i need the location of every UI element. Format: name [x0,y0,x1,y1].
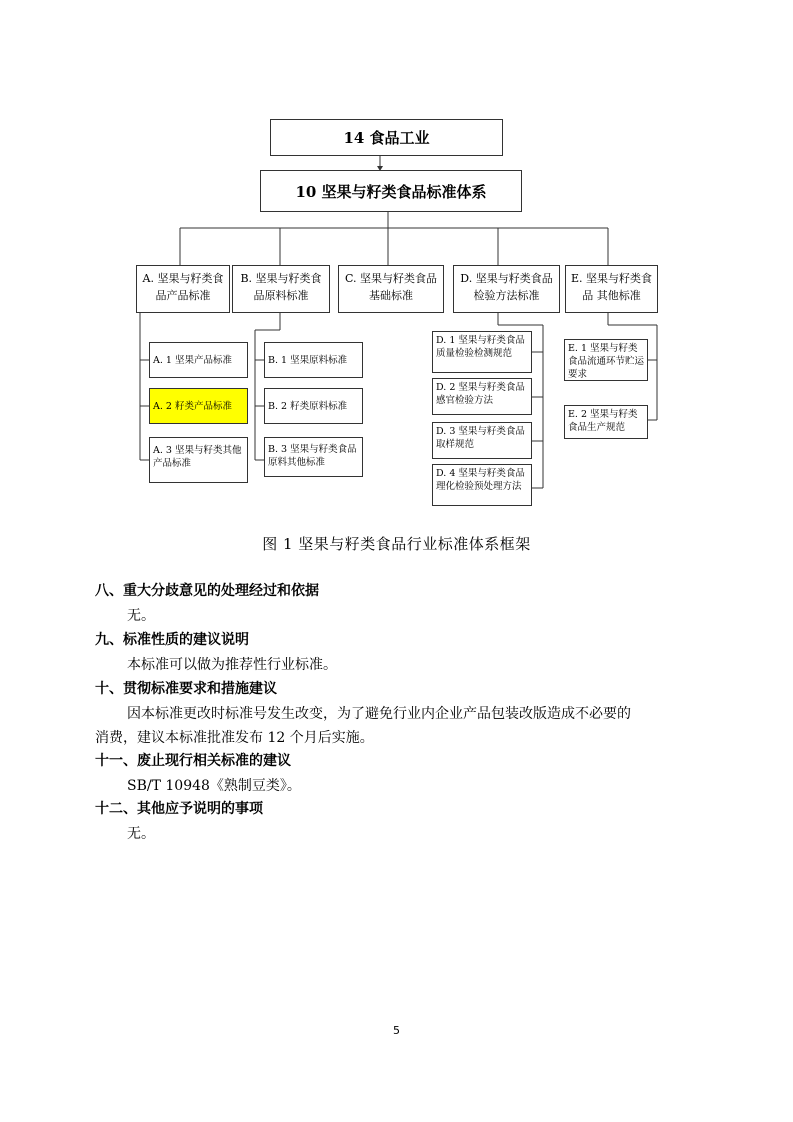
e1-label: E. 1 坚果与籽类食品流通环节贮运要求 [568,343,645,380]
section-10-heading: 十、贯彻标准要求和措施建议 [95,681,277,697]
a1-box [149,342,248,378]
page-number: 5 [393,1024,400,1037]
diagram-root-box [270,119,503,156]
b1-box [264,342,363,378]
section-12-body: 无。 [127,826,155,842]
d1-box [432,331,532,373]
a3-box [149,437,248,483]
b2-box [264,388,363,424]
b3-box [264,437,363,477]
e2-box [564,405,648,439]
category-c-box [338,265,444,313]
section-11-body: SB/T 10948《熟制豆类》。 [127,778,301,794]
section-8-body: 无。 [127,608,155,624]
category-b-label: B. 坚果与籽类食品原料标准 [240,272,322,302]
d1-label: D. 1 坚果与籽类食品质量检验检测规范 [436,335,525,359]
a1-label: A. 1 坚果产品标准 [153,354,232,366]
a2-label: A. 2 籽类产品标准 [153,400,232,412]
d4-box [432,464,532,506]
e1-box [564,339,648,381]
d2-box [432,378,532,415]
b3-label: B. 3 坚果与籽类食品原料其他标准 [268,444,357,468]
category-c-label: C. 坚果与籽类食品 基础标准 [344,272,438,302]
category-d-box [453,265,560,313]
figure-caption: 图 1 坚果与籽类食品行业标准体系框架 [262,535,531,553]
category-a-box [136,265,230,313]
section-12-heading: 十二、其他应予说明的事项 [95,801,263,817]
diagram-subroot-box [260,170,522,212]
d3-box [432,422,532,459]
e2-label: E. 2 坚果与籽类食品生产规范 [568,409,638,433]
diagram-root-label: 14 食品工业 [343,129,430,147]
category-b-box [232,265,330,313]
a2-box-highlighted [149,388,248,424]
category-e-box [565,265,658,313]
d4-label: D. 4 坚果与籽类食品 理化检验预处理方法 [436,468,525,492]
category-d-label: D. 坚果与籽类食品 检验方法标准 [460,272,553,302]
category-a-label: A. 坚果与籽类食品产品标准 [142,272,224,302]
section-8-heading: 八、重大分歧意见的处理经过和依据 [95,583,319,599]
a3-label: A. 3 坚果与籽类其他产品标准 [153,445,242,469]
d3-label: D. 3 坚果与籽类食品 取样规范 [436,426,525,450]
diagram-subroot-label: 10 坚果与籽类食品标准体系 [295,182,487,201]
b2-label: B. 2 籽类原料标准 [268,400,348,412]
section-10-body-line1: 因本标准更改时标准号发生改变，为了避免行业内企业产品包装改版造成不必要的 [127,706,631,722]
diagram-connectors [0,0,793,520]
d2-label: D. 2 坚果与籽类食品 感官检验方法 [436,382,525,406]
section-11-heading: 十一、废止现行相关标准的建议 [95,753,291,769]
section-10-body-line2: 消费，建议本标准批准发布 12 个月后实施。 [95,730,374,746]
section-9-heading: 九、标准性质的建议说明 [95,632,249,648]
section-9-body: 本标准可以做为推荐性行业标准。 [127,657,337,673]
category-e-label: E. 坚果与籽类食品 其他标准 [570,272,653,302]
b1-label: B. 1 坚果原料标准 [268,354,348,366]
